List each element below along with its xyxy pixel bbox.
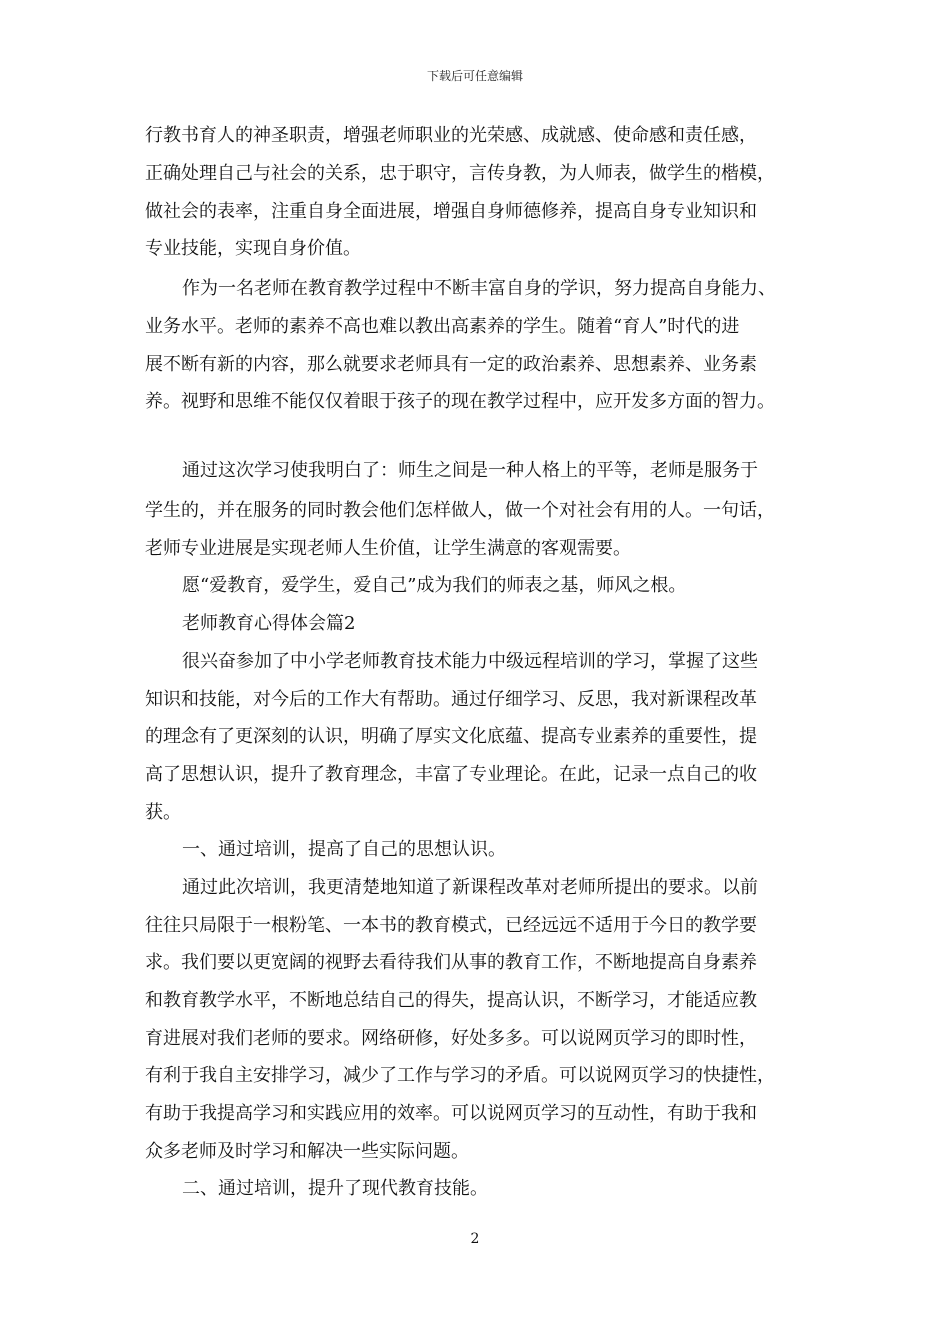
text-line: 很兴奋参加了中小学老师教育技术能力中级远程培训的学习，掌握了这些 — [182, 651, 758, 672]
text-line: 作为一名老师在教育教学过程中不断丰富自身的学识，努力提高自身能力、 — [182, 278, 776, 299]
text-line: 学生的，并在服务的同时教会他们怎样做人，做一个对社会有用的人。一句话， — [145, 500, 775, 521]
page-number: 2 — [470, 1231, 480, 1247]
text-line: 正确处理自己与社会的关系，忠于职守，言传身教，为人师表，做学生的楷模， — [145, 163, 775, 184]
text-line: 有助于我提高学习和实践应用的效率。可以说网页学习的互动性，有助于我和 — [145, 1103, 757, 1124]
section-title: 老师教育心得体会篇2 — [182, 613, 356, 634]
text-line: 获。 — [145, 802, 181, 823]
text-line: 专业技能，实现自身价值。 — [145, 238, 361, 259]
text-line: 养。视野和思维不能仅仅着眼于孩子的现在教学过程中，应开发多方面的智力。 — [145, 391, 775, 412]
text-line: 有利于我自主安排学习，减少了工作与学习的矛盾。可以说网页学习的快捷性， — [145, 1065, 775, 1086]
text-line: 高了思想认识，提升了教育理念，丰富了专业理论。在此，记录一点自己的收 — [145, 764, 757, 785]
text-line: 往往只局限于一根粉笔、一本书的教育模式，已经远远不适用于今日的教学要 — [145, 915, 757, 936]
text-line: 行教书育人的神圣职责，增强老师职业的光荣感、成就感、使命感和责任感， — [145, 125, 757, 146]
text-line: 愿“爱教育，爱学生，爱自己”成为我们的师表之基，师风之根。 — [182, 575, 687, 596]
section-heading: 二、通过培训，提升了现代教育技能。 — [182, 1178, 488, 1199]
section-heading: 一、通过培训，提高了自己的思想认识。 — [182, 839, 506, 860]
page-header: 下载后可任意编辑 — [426, 69, 523, 83]
text-line: 通过这次学习使我明白了：师生之间是一种人格上的平等，老师是服务于 — [182, 460, 758, 481]
text-line: 展不断有新的内容，那么就要求老师具有一定的政治素养、思想素养、业务素 — [145, 354, 757, 375]
text-line: 和教育教学水平，不断地总结自己的得失，提高认识，不断学习，才能适应教 — [145, 990, 757, 1011]
text-line: 老师专业进展是实现老师人生价值，让学生满意的客观需要。 — [145, 538, 631, 559]
text-line: 通过此次培训，我更清楚地知道了新课程改革对老师所提出的要求。以前 — [182, 877, 758, 898]
text-line: 知识和技能，对今后的工作大有帮助。通过仔细学习、反思，我对新课程改革 — [145, 689, 757, 710]
text-line: 求。我们要以更宽阔的视野去看待我们从事的教育工作，不断地提高自身素养 — [145, 952, 757, 973]
text-line: 的理念有了更深刻的认识，明确了厚实文化底蕴、提高专业素养的重要性，提 — [145, 726, 757, 747]
text-line: 做社会的表率，注重自身全面进展，增强自身师德修养，提高自身专业知识和 — [145, 201, 757, 222]
text-line: 育进展对我们老师的要求。网络研修，好处多多。可以说网页学习的即时性， — [145, 1028, 757, 1049]
text-line: 业务水平。老师的素养不高也难以教出高素养的学生。随着“育人”时代的进 — [145, 316, 740, 337]
text-line: 众多老师及时学习和解决一些实际问题。 — [145, 1141, 469, 1162]
